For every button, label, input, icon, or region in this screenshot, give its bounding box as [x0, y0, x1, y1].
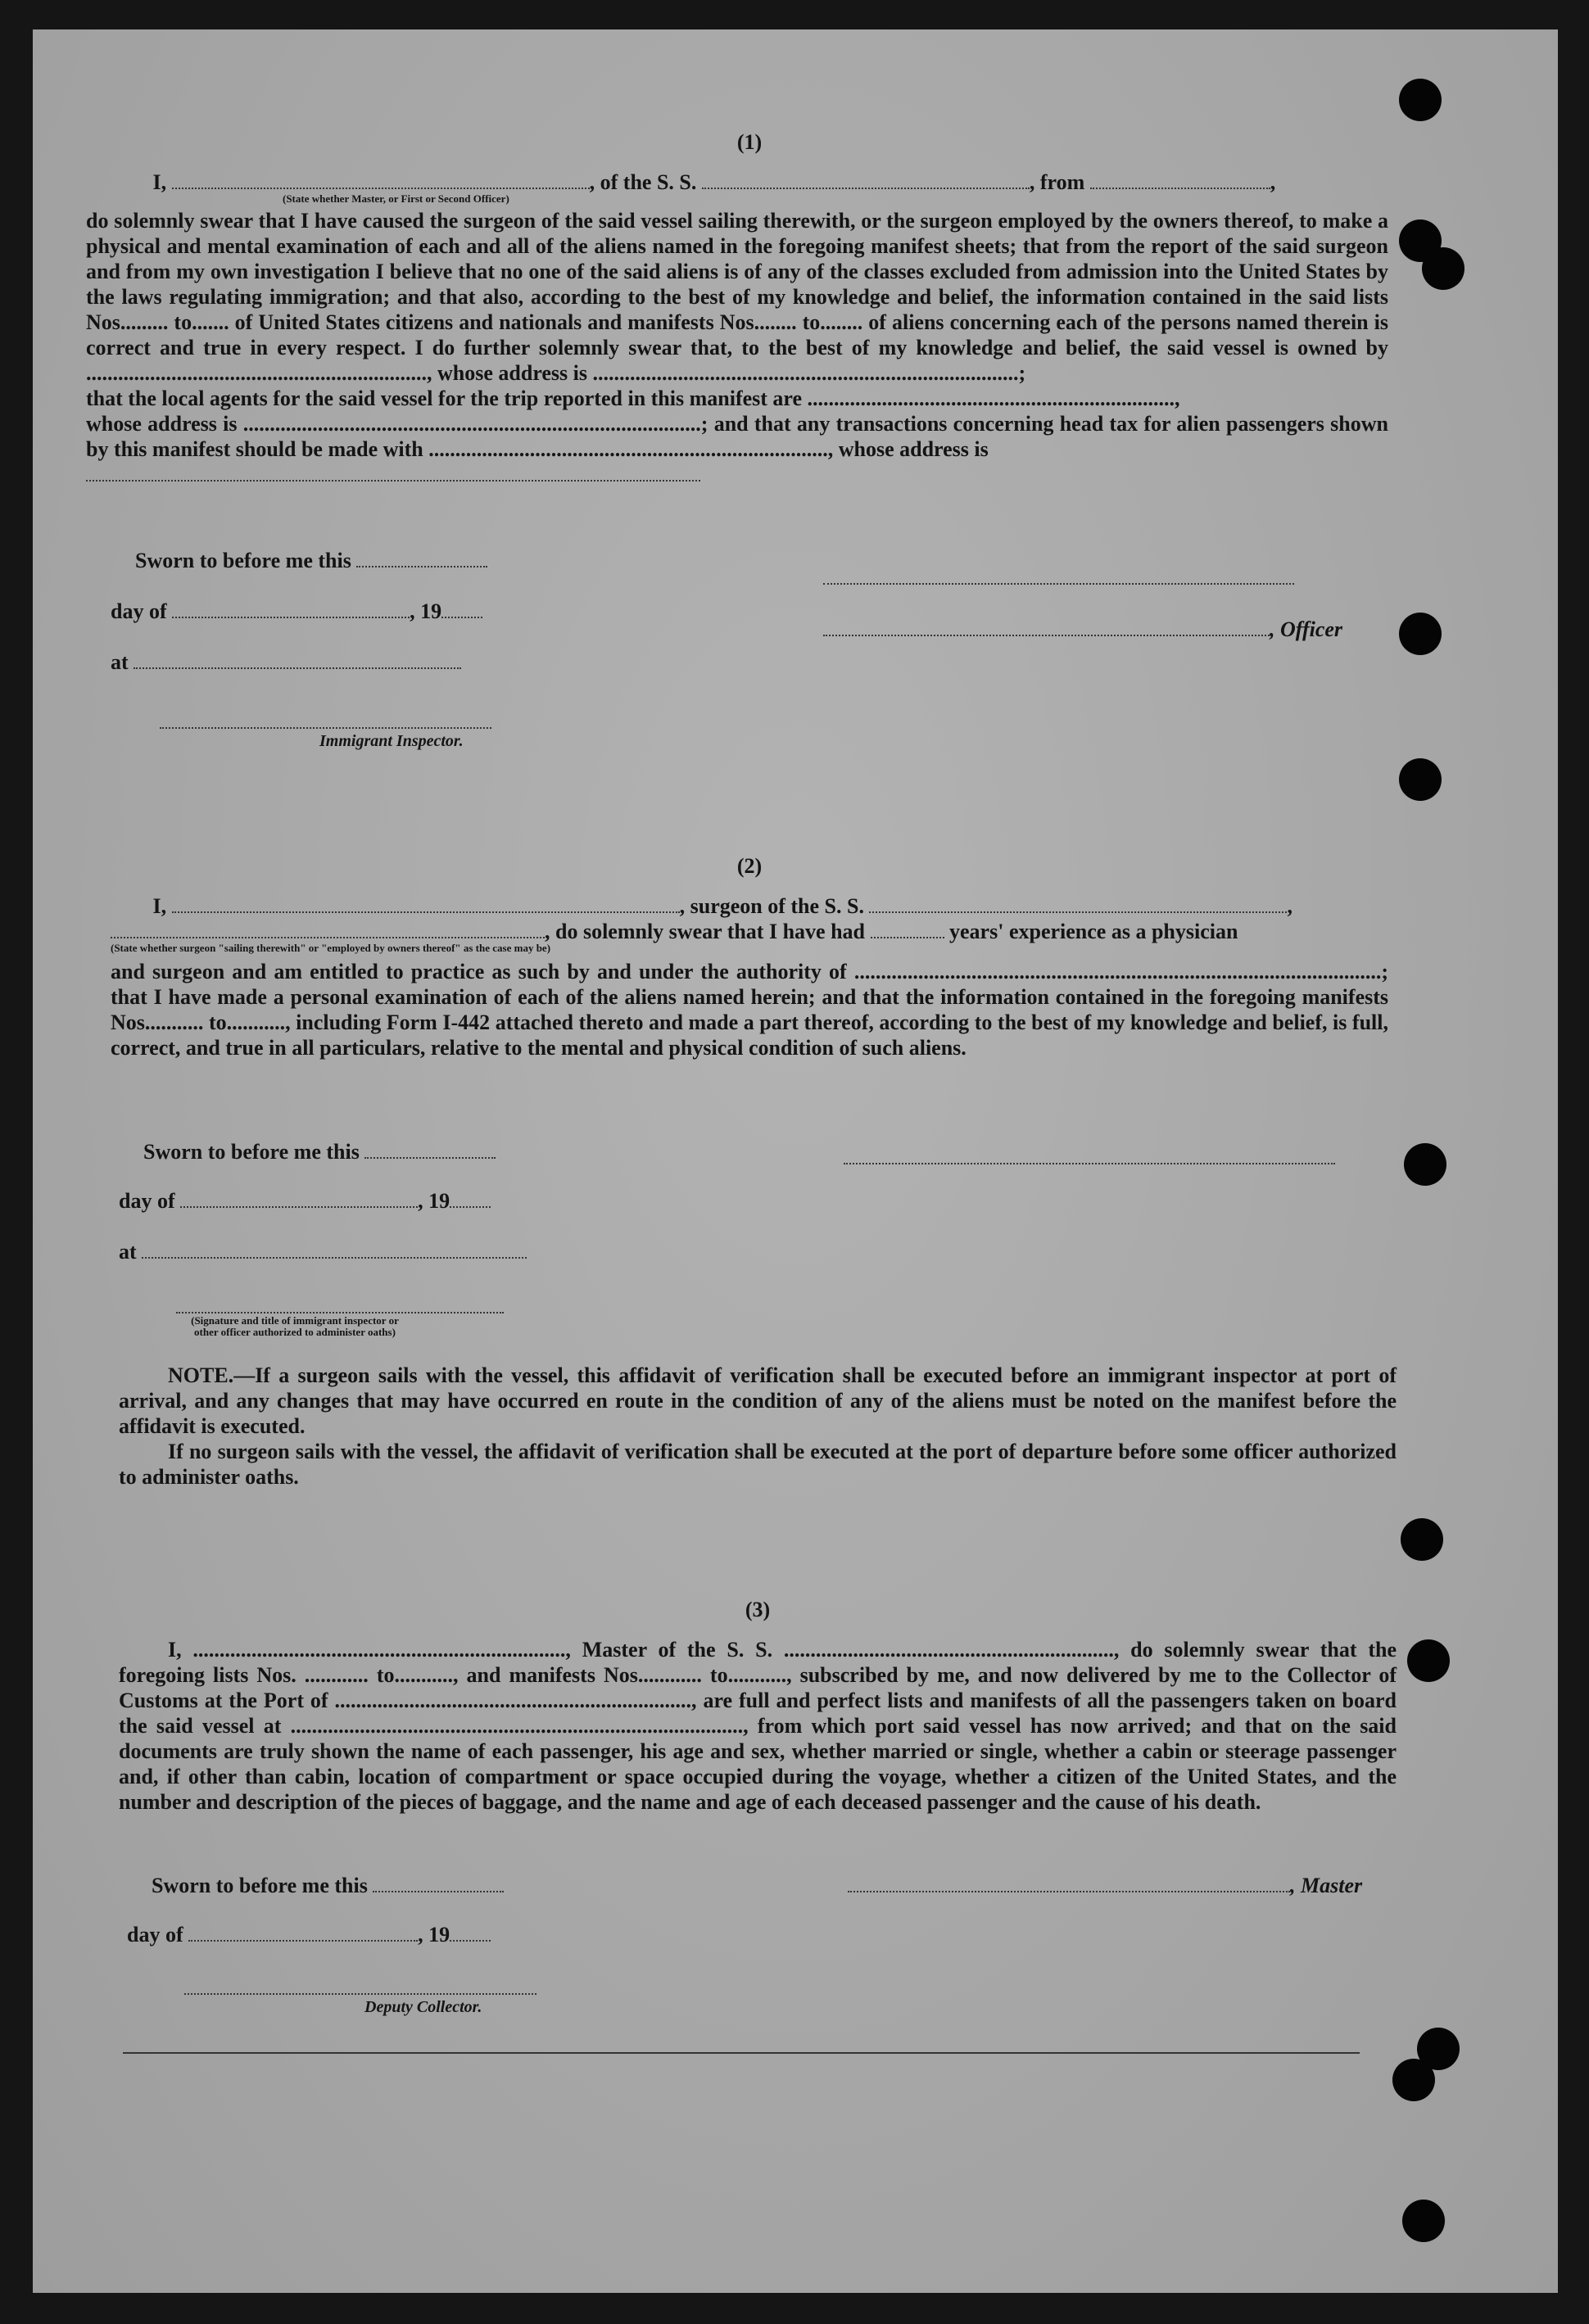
sworn-date-field[interactable]: [356, 549, 487, 567]
agent-address-field[interactable]: [86, 463, 700, 482]
from-field[interactable]: [1090, 171, 1270, 189]
note-paragraph-2: If no surgeon sails with the vessel, the affidavit of verification shall be executed at the port of departure before some officer authorized to administer oaths.: [119, 1440, 1397, 1489]
officer-signature-row: [823, 617, 1342, 642]
signature-line-2[interactable]: [176, 1295, 504, 1313]
punch-hole: [1404, 1143, 1446, 1186]
year-label: , 19: [418, 1923, 450, 1946]
officer-name-field[interactable]: [172, 171, 590, 189]
day-field[interactable]: [180, 1190, 418, 1208]
surgeon-oath-body: and surgeon and am entitled to practice as such by and under the authority of ...................................................................................................; that I have made a personal examination of each of the aliens named herein; and that the information contained in the foregoing manifests Nos........... to..........., including Form I-442 attached thereto and made a part thereof, according to the best of my knowledge and belief, is full, correct, and true in all particulars, relative to the mental and physical condition of such aliens.: [111, 960, 1388, 1060]
section-number: (1): [736, 130, 763, 154]
day-label: day of: [127, 1923, 183, 1946]
line-end: ,: [1270, 170, 1276, 194]
sworn-label: Sworn to before me this: [135, 549, 351, 572]
vessel-label: , of the S. S.: [589, 170, 697, 194]
section-number: (2): [736, 854, 763, 878]
affidavit-section-2: [111, 853, 1388, 1060]
section-number: (3): [745, 1598, 771, 1621]
at-field[interactable]: [134, 651, 461, 669]
inspector-caption: Immigrant Inspector.: [319, 732, 464, 750]
officer-signature-field[interactable]: [823, 618, 1270, 636]
at-row-2: [119, 1240, 527, 1264]
punch-hole: [1399, 79, 1442, 121]
punch-hole: [1402, 2200, 1445, 2242]
year-label: , 19: [418, 1189, 450, 1213]
day-label: day of: [111, 599, 167, 623]
surgeon-line: I, , surgeon of the S. S. ,: [152, 894, 1292, 918]
day-row-3: [127, 1923, 491, 1947]
years-label: years' experience as a physician: [949, 920, 1238, 943]
address-line: whose address is ......................................................................................; and that any transactions concerning head tax for alien passengers shown by this manifest should be made with ..........................................................................., whose address is: [86, 412, 1388, 461]
sworn-row-1: [135, 549, 487, 573]
note-label: NOTE.: [168, 1363, 234, 1387]
agents-line: that the local agents for the said vessel for the trip reported in this manifest are .....................................................................,: [86, 387, 1180, 410]
inspector-signature-line[interactable]: [160, 711, 491, 729]
at-row-1: [111, 650, 461, 675]
collector-caption: Deputy Collector.: [364, 1998, 482, 2016]
note-block: [119, 1363, 1397, 1490]
sworn-date-field[interactable]: [373, 1874, 504, 1892]
years-field[interactable]: [871, 920, 944, 938]
punch-hole: [1422, 247, 1465, 290]
surgeon-note: (State whether surgeon "sailing therewith" or "employed by owners thereof" as the case may be): [111, 942, 551, 954]
at-label: at: [111, 650, 129, 674]
surgeon-line-2: [111, 919, 1388, 944]
signature-note: (Signature and title of immigrant inspector or other officer authorized to administer oaths): [191, 1314, 399, 1338]
from-label: , from: [1029, 170, 1085, 194]
master-oath-body: I, ......................................................................, Master of the S. S. .............................................................., do solemnly swear that the foregoing lists Nos. ............ to..........., and manifests Nos............ to..........., subscribed by me, and now delivered by me to the Collector of Customs at the Port of ..................................................................., are full and perfect lists and manifests of all the passengers taken on board the said vessel at ....................................................................................., from which port said vessel has now arrived; and that on the said documents are truly shown the name of each passenger, his age and sex, whether married or single, whether a cabin or steerage passenger and, if other than cabin, location of compartment or space occupied during the voyage, whether a citizen of the United States, and the number and description of the pieces of baggage, and the name and age of each deceased passenger and the cause of his death.: [119, 1638, 1397, 1814]
bottom-rule: [123, 2052, 1360, 2054]
sworn-label: Sworn to before me this: [143, 1140, 360, 1164]
affidavit-section-1: [86, 129, 1388, 487]
oath-body: do solemnly swear that I have caused the surgeon of the said vessel sailing therewith, or the surgeon employed by the owners thereof, to make a physical and mental examination of each and all of the aliens named in the foregoing manifest sheets; that from the report of the said surgeon and from my own investigation I believe that no one of the said aliens is of any of the classes excluded from admission into the United States by the laws regulating immigration; and that also, according to the best of my knowledge and belief, the information contained in the said lists Nos......... to....... of United States citizens and nationals and manifests Nos........ to........ of aliens concerning each of the persons named therein is correct and true in every respect. I do further solemnly swear that, to the best of my knowledge and belief, the said vessel is owned by ................................................................, whose address is ................................................................................;: [86, 209, 1388, 385]
surgeon-line-start: I,: [152, 894, 167, 918]
sworn-row-2: [143, 1140, 496, 1164]
swear-label: , do solemnly swear that I have had: [545, 920, 866, 943]
punch-hole: [1401, 1518, 1443, 1561]
officer-note: (State whether Master, or First or Second Officer): [283, 192, 509, 205]
surgeon-signature-line[interactable]: [844, 1146, 1335, 1164]
day-label: day of: [119, 1189, 175, 1213]
vessel-name-field[interactable]: [702, 171, 1030, 189]
day-field[interactable]: [188, 1924, 418, 1942]
officer-label: , Officer: [1270, 617, 1343, 641]
at-label: at: [119, 1240, 137, 1264]
surgeon-vessel-label: , surgeon of the S. S.: [679, 894, 864, 918]
collector-signature-line[interactable]: [184, 1977, 536, 1995]
affidavit-section-3: [119, 1597, 1397, 1815]
sworn-label: Sworn to before me this: [152, 1874, 368, 1897]
officer-signature-line-top[interactable]: [823, 567, 1294, 585]
surgeon-vessel-field[interactable]: [869, 895, 1287, 913]
day-row-1: [111, 599, 482, 624]
officer-line-start: I,: [152, 170, 167, 194]
officer-line: [111, 170, 1388, 195]
surgeon-name-field[interactable]: [172, 895, 680, 913]
sworn-date-field[interactable]: [364, 1141, 496, 1159]
note-paragraph: [119, 1363, 1397, 1439]
document-sheet: [33, 29, 1558, 2293]
at-field[interactable]: [142, 1241, 527, 1259]
punch-hole: [1392, 2059, 1435, 2101]
day-row-2: [119, 1189, 491, 1214]
year-field[interactable]: [441, 600, 482, 618]
note-text: —If a surgeon sails with the vessel, this affidavit of verification shall be executed before an immigrant inspector at port of arrival, and any changes that may have occurred en route in the condition of any of the aliens must be noted on the manifest before the affidavit is executed.: [119, 1363, 1397, 1438]
year-label: , 19: [410, 599, 442, 623]
surgeon-status-field[interactable]: [111, 920, 545, 938]
day-field[interactable]: [172, 600, 410, 618]
sworn-row-3: [152, 1874, 504, 1898]
punch-hole: [1399, 613, 1442, 655]
punch-hole: [1407, 1639, 1450, 1682]
year-field[interactable]: [450, 1190, 491, 1208]
master-signature-field[interactable]: [848, 1874, 1290, 1892]
master-label: , Master: [1290, 1874, 1363, 1897]
master-signature-row: [848, 1874, 1362, 1898]
year-field[interactable]: [450, 1924, 491, 1942]
punch-hole: [1399, 758, 1442, 801]
